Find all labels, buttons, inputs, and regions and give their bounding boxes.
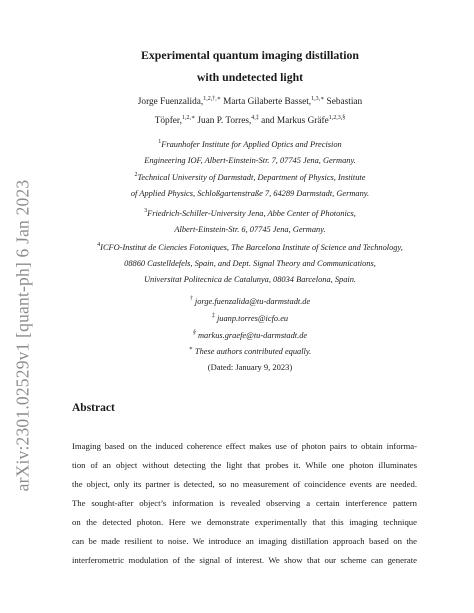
abstract-line: The sought-after object’s information is revealed observing a certain interference pattern [72, 498, 417, 508]
affiliation-text: ICFO-Institut de Ciencies Fotoniques, The Barcelona Institute of Science and Technology, [100, 243, 403, 252]
author-affiliation-marker: 1,2,3,§ [328, 114, 346, 121]
affiliation-number: 2 [134, 172, 138, 178]
abstract-line: interferometric modulation of the signal of interest. We show that our scheme can generate [72, 555, 417, 565]
author-name: Sebastian [324, 97, 363, 107]
affiliation-number: 1 [158, 139, 162, 145]
author-list [100, 93, 400, 130]
affiliation-text: Technical University of Darmstadt, Department of Physics, Institute [137, 173, 366, 182]
author-name: Töpfer, [154, 115, 182, 126]
affiliation-text: 08860 Castelldefels, Spain, and Dept. Signal Theory and Communications, [124, 259, 376, 268]
affiliation-text: of Applied Physics, Schloßgartenstraße 7, 64289 Darmstadt, Germany. [130, 189, 370, 198]
affiliation-text: Friedrich-Schiller-University Jena, Abbe Center of Photonics, [147, 209, 356, 218]
abstract-line: Imaging based on the induced coherence effect makes use of photon pairs to obtain informa- [72, 441, 417, 451]
affiliation-text: Fraunhofer Institute for Applied Optics and Precision [161, 140, 342, 149]
author-name: Jorge Fuenzalida, [137, 97, 204, 107]
title-line-1: Experimental quantum imaging distillation [141, 48, 359, 62]
abstract-line: tion of an object without detecting the light that probes it. While one photon illuminates [72, 460, 417, 470]
abstract-line: the object, only its partner is detected, so no measurement of coincidence events are needed. [72, 479, 417, 489]
email-footnote [120, 296, 380, 308]
author-affiliation-marker: 1,2,†,∗ [203, 96, 221, 102]
footnote-symbol: § [192, 330, 196, 336]
author-affiliation-marker: 1,3,∗ [311, 96, 325, 102]
equal-contribution-note [120, 346, 380, 358]
author-name: Juan P. Torres, [195, 115, 252, 126]
paper-title [80, 44, 420, 88]
abstract-body [72, 437, 417, 570]
equal-contribution-text: These authors contributed equally. [194, 347, 312, 356]
affiliation-1 [70, 137, 430, 169]
abstract-line: on the detected photon. Here we demonstrate experimentally that this imaging technique [72, 517, 417, 527]
affiliation-text: Engineering IOF, Albert-Einstein-Str. 7, 07745 Jena, Germany. [144, 156, 356, 165]
author-name: Marta Gilaberte Basset, [220, 97, 312, 107]
author-line-1 [100, 93, 400, 112]
footnote-symbol: ‡ [211, 313, 215, 319]
footnote-symbol: † [189, 296, 193, 302]
email-footnote [120, 313, 380, 325]
author-affiliation-marker: 4,‡ [251, 114, 259, 121]
affiliation-3 [70, 206, 430, 238]
dated-line: (Dated: January 9, 2023) [207, 362, 293, 372]
affiliation-number: 3 [144, 208, 148, 214]
title-line-2: with undetected light [196, 70, 304, 84]
footnote-symbol: ∗ [188, 346, 193, 352]
email-address: juanp.torres@icfo.eu [216, 314, 289, 323]
affiliation-2 [70, 170, 430, 202]
arxiv-identifier-stamp [12, 175, 34, 495]
affiliation-text: Albert-Einstein-Str. 6, 07745 Jena, Germany. [174, 225, 326, 234]
author-affiliation-marker: 1,2,∗ [181, 114, 196, 121]
abstract-heading: Abstract [72, 402, 115, 414]
affiliation-number: 4 [97, 242, 101, 248]
author-line-2 [100, 112, 400, 131]
author-name: and Markus Gräfe [258, 115, 329, 126]
email-footnote [120, 330, 380, 342]
affiliation-4 [58, 240, 442, 288]
abstract-line: can be made resilient to noise. We introduce an imaging distillation approach based on the [72, 536, 417, 546]
arxiv-identifier: arXiv:2301.02529v1 [quant-ph] 6 Jan 2023 [12, 179, 33, 491]
email-address: markus.graefe@tu-darmstadt.de [197, 331, 308, 340]
affiliation-text: Universitat Politecnica de Catalunya, 08034 Barcelona, Spain. [143, 275, 357, 284]
email-address: jorge.fuenzalida@tu-darmstadt.de [194, 297, 311, 306]
